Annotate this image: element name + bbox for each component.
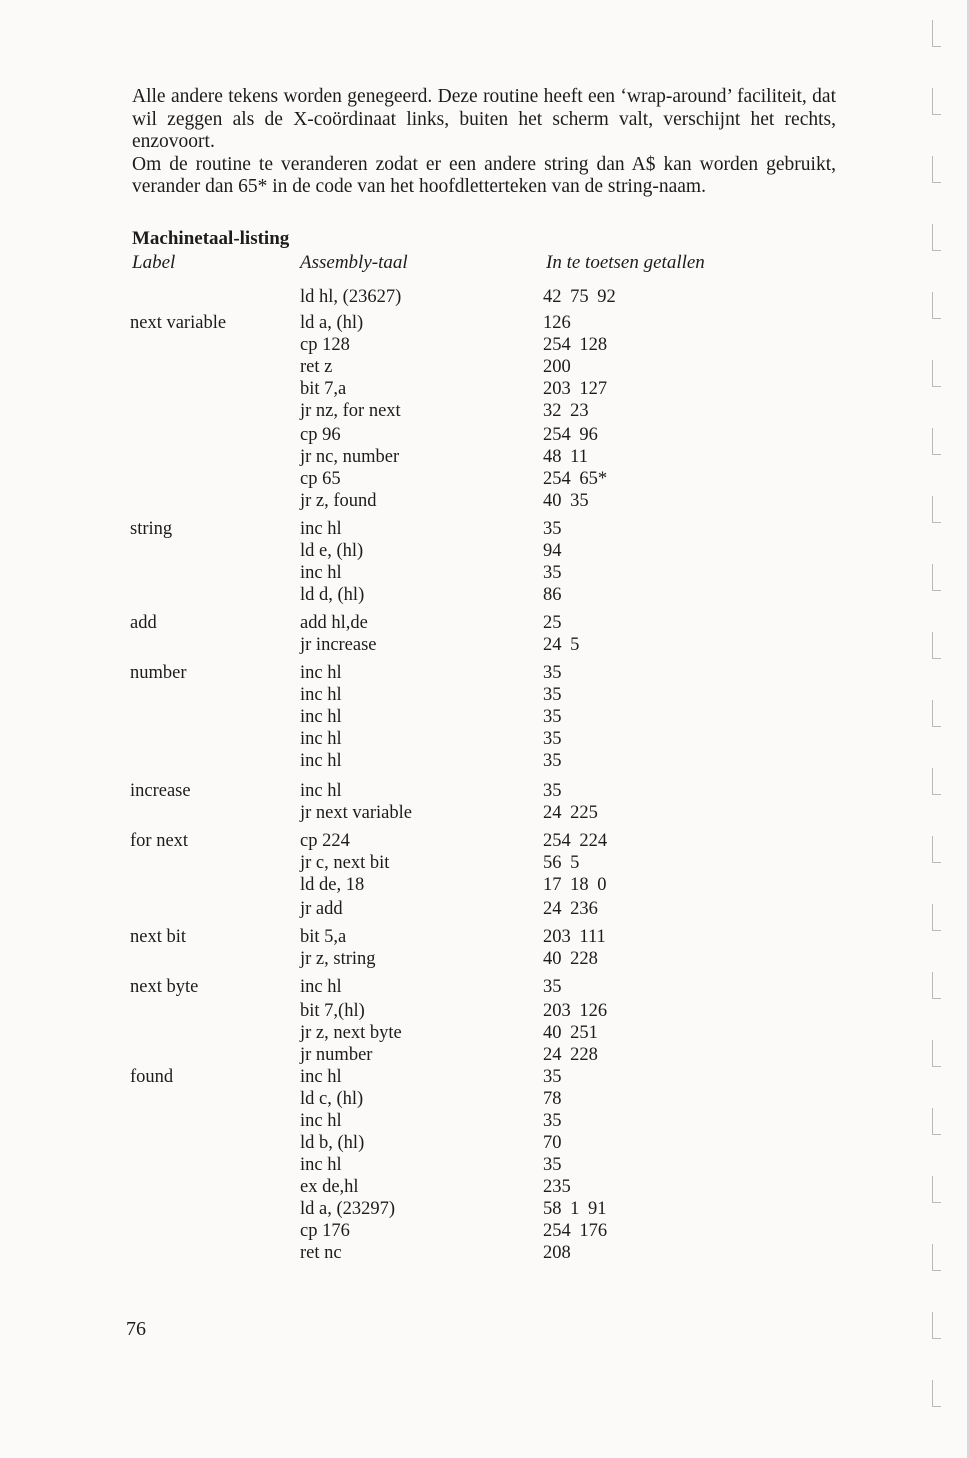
edge-tab-mark (932, 1176, 941, 1203)
edge-tab-mark (932, 496, 941, 523)
row-bytes: 24 236 (543, 899, 598, 919)
row-bytes: 126 (543, 313, 571, 333)
row-bytes: 35 (543, 751, 562, 771)
row-bytes: 254 65* (543, 469, 608, 489)
row-bytes: 208 (543, 1243, 571, 1263)
row-assembly: inc hl (300, 751, 342, 771)
edge-tab-mark (932, 700, 941, 727)
row-bytes: 40 35 (543, 491, 589, 511)
row-assembly: ld a, (23297) (300, 1199, 396, 1219)
row-assembly: jr number (300, 1045, 373, 1065)
row-label: next variable (130, 313, 227, 333)
row-assembly: ret nc (300, 1243, 342, 1263)
row-label: string (130, 519, 173, 539)
row-assembly: bit 5,a (300, 927, 347, 947)
intro-text (132, 86, 836, 199)
row-bytes: 35 (543, 563, 562, 583)
row-assembly: jr z, found (300, 491, 377, 511)
row-bytes: 200 (543, 357, 571, 377)
row-bytes: 254 176 (543, 1221, 608, 1241)
row-bytes: 24 5 (543, 635, 580, 655)
row-assembly: ld d, (hl) (300, 585, 365, 605)
edge-tab-mark (932, 564, 941, 591)
row-bytes: 235 (543, 1177, 571, 1197)
row-assembly: cp 224 (300, 831, 350, 851)
edge-tab-mark (932, 360, 941, 387)
row-assembly: inc hl (300, 977, 342, 997)
row-bytes: 24 228 (543, 1045, 598, 1065)
edge-tab-mark (932, 20, 941, 47)
edge-tab-mark (932, 88, 941, 115)
page-number: 76 (126, 1318, 146, 1340)
row-bytes: 40 228 (543, 949, 598, 969)
row-label: next byte (130, 977, 199, 997)
edge-tab-mark (932, 1380, 941, 1407)
row-assembly: jr z, next byte (300, 1023, 402, 1043)
row-bytes: 35 (543, 1155, 562, 1175)
row-bytes: 35 (543, 977, 562, 997)
row-bytes: 203 126 (543, 1001, 608, 1021)
edge-tab-mark (932, 836, 941, 863)
row-assembly: ld b, (hl) (300, 1133, 365, 1153)
row-assembly: cp 65 (300, 469, 341, 489)
row-bytes: 35 (543, 781, 562, 801)
row-bytes: 70 (543, 1133, 562, 1153)
row-assembly: jr z, string (300, 949, 376, 969)
row-assembly: jr nc, number (300, 447, 400, 467)
row-bytes: 203 127 (543, 379, 608, 399)
row-bytes: 40 251 (543, 1023, 598, 1043)
row-bytes: 17 18 0 (543, 875, 607, 895)
row-label: for next (130, 831, 189, 851)
edge-tab-mark (932, 156, 941, 183)
row-assembly: inc hl (300, 563, 342, 583)
row-assembly: inc hl (300, 519, 342, 539)
row-assembly: inc hl (300, 663, 342, 683)
row-assembly: ex de,hl (300, 1177, 359, 1197)
intro-paragraph-1: Alle andere tekens worden genegeerd. Deze routine heeft een ‘wrap-around’ faciliteit, dat wil zeggen als de X-coördinaat links, buiten het scherm valt, verschijnt het rechts, enzovoort. (132, 86, 836, 152)
row-bytes: 78 (543, 1089, 562, 1109)
edge-tab-mark (932, 224, 941, 251)
row-assembly: bit 7,(hl) (300, 1001, 365, 1021)
row-assembly: ret z (300, 357, 333, 377)
row-bytes: 32 23 (543, 401, 589, 421)
row-assembly: cp 128 (300, 335, 350, 355)
intro-paragraph-2: Om de routine te veranderen zodat er een andere string dan A$ kan worden gebruikt, verander dan 65* in de code van het hoofdletterteken van de string-naam. (132, 153, 836, 197)
row-assembly: ld c, (hl) (300, 1089, 364, 1109)
row-bytes: 42 75 92 (543, 287, 616, 307)
row-bytes: 94 (543, 541, 562, 561)
row-bytes: 35 (543, 729, 562, 749)
edge-tab-mark (932, 632, 941, 659)
row-bytes: 254 96 (543, 425, 598, 445)
row-assembly: inc hl (300, 685, 342, 705)
row-assembly: jr next variable (300, 803, 412, 823)
edge-tab-mark (932, 972, 941, 999)
edge-tab-mark (932, 292, 941, 319)
row-bytes: 56 5 (543, 853, 580, 873)
row-bytes: 35 (543, 663, 562, 683)
row-assembly: inc hl (300, 1111, 342, 1131)
column-header-bytes: In te toetsen getallen (546, 252, 705, 273)
row-assembly: ld a, (hl) (300, 313, 364, 333)
row-bytes: 35 (543, 707, 562, 727)
row-assembly: bit 7,a (300, 379, 347, 399)
row-assembly: inc hl (300, 1155, 342, 1175)
row-label: next bit (130, 927, 187, 947)
row-assembly: jr add (300, 899, 343, 919)
edge-tab-mark (932, 1244, 941, 1271)
row-label: number (130, 663, 187, 683)
column-header-label: Label (132, 252, 176, 273)
edge-tab-mark (932, 1040, 941, 1067)
row-assembly: ld de, 18 (300, 875, 365, 895)
row-bytes: 203 111 (543, 927, 606, 947)
edge-tab-mark (932, 428, 941, 455)
row-label: increase (130, 781, 191, 801)
row-assembly: jr c, next bit (300, 853, 390, 873)
row-bytes: 35 (543, 1067, 562, 1087)
row-bytes: 24 225 (543, 803, 598, 823)
row-assembly: inc hl (300, 1067, 342, 1087)
row-assembly: jr nz, for next (300, 401, 401, 421)
row-bytes: 35 (543, 519, 562, 539)
edge-tab-mark (932, 1108, 941, 1135)
row-assembly: cp 176 (300, 1221, 350, 1241)
row-bytes: 254 224 (543, 831, 608, 851)
edge-tab-mark (932, 1312, 941, 1339)
edge-tab-mark (932, 768, 941, 795)
row-bytes: 254 128 (543, 335, 608, 355)
row-assembly: inc hl (300, 781, 342, 801)
row-assembly: ld hl, (23627) (300, 287, 402, 307)
row-assembly: add hl,de (300, 613, 368, 633)
row-bytes: 35 (543, 1111, 562, 1131)
row-label: found (130, 1067, 174, 1087)
edge-tab-mark (932, 904, 941, 931)
row-assembly: ld e, (hl) (300, 541, 364, 561)
row-bytes: 58 1 91 (543, 1199, 607, 1219)
column-header-assembly: Assembly-taal (300, 252, 408, 273)
row-assembly: inc hl (300, 707, 342, 727)
row-assembly: jr increase (300, 635, 377, 655)
row-bytes: 48 11 (543, 447, 588, 467)
row-bytes: 86 (543, 585, 562, 605)
row-bytes: 35 (543, 685, 562, 705)
row-label: add (130, 613, 157, 633)
row-assembly: cp 96 (300, 425, 341, 445)
row-bytes: 25 (543, 613, 562, 633)
listing-heading: Machinetaal-listing (132, 228, 290, 249)
row-assembly: inc hl (300, 729, 342, 749)
